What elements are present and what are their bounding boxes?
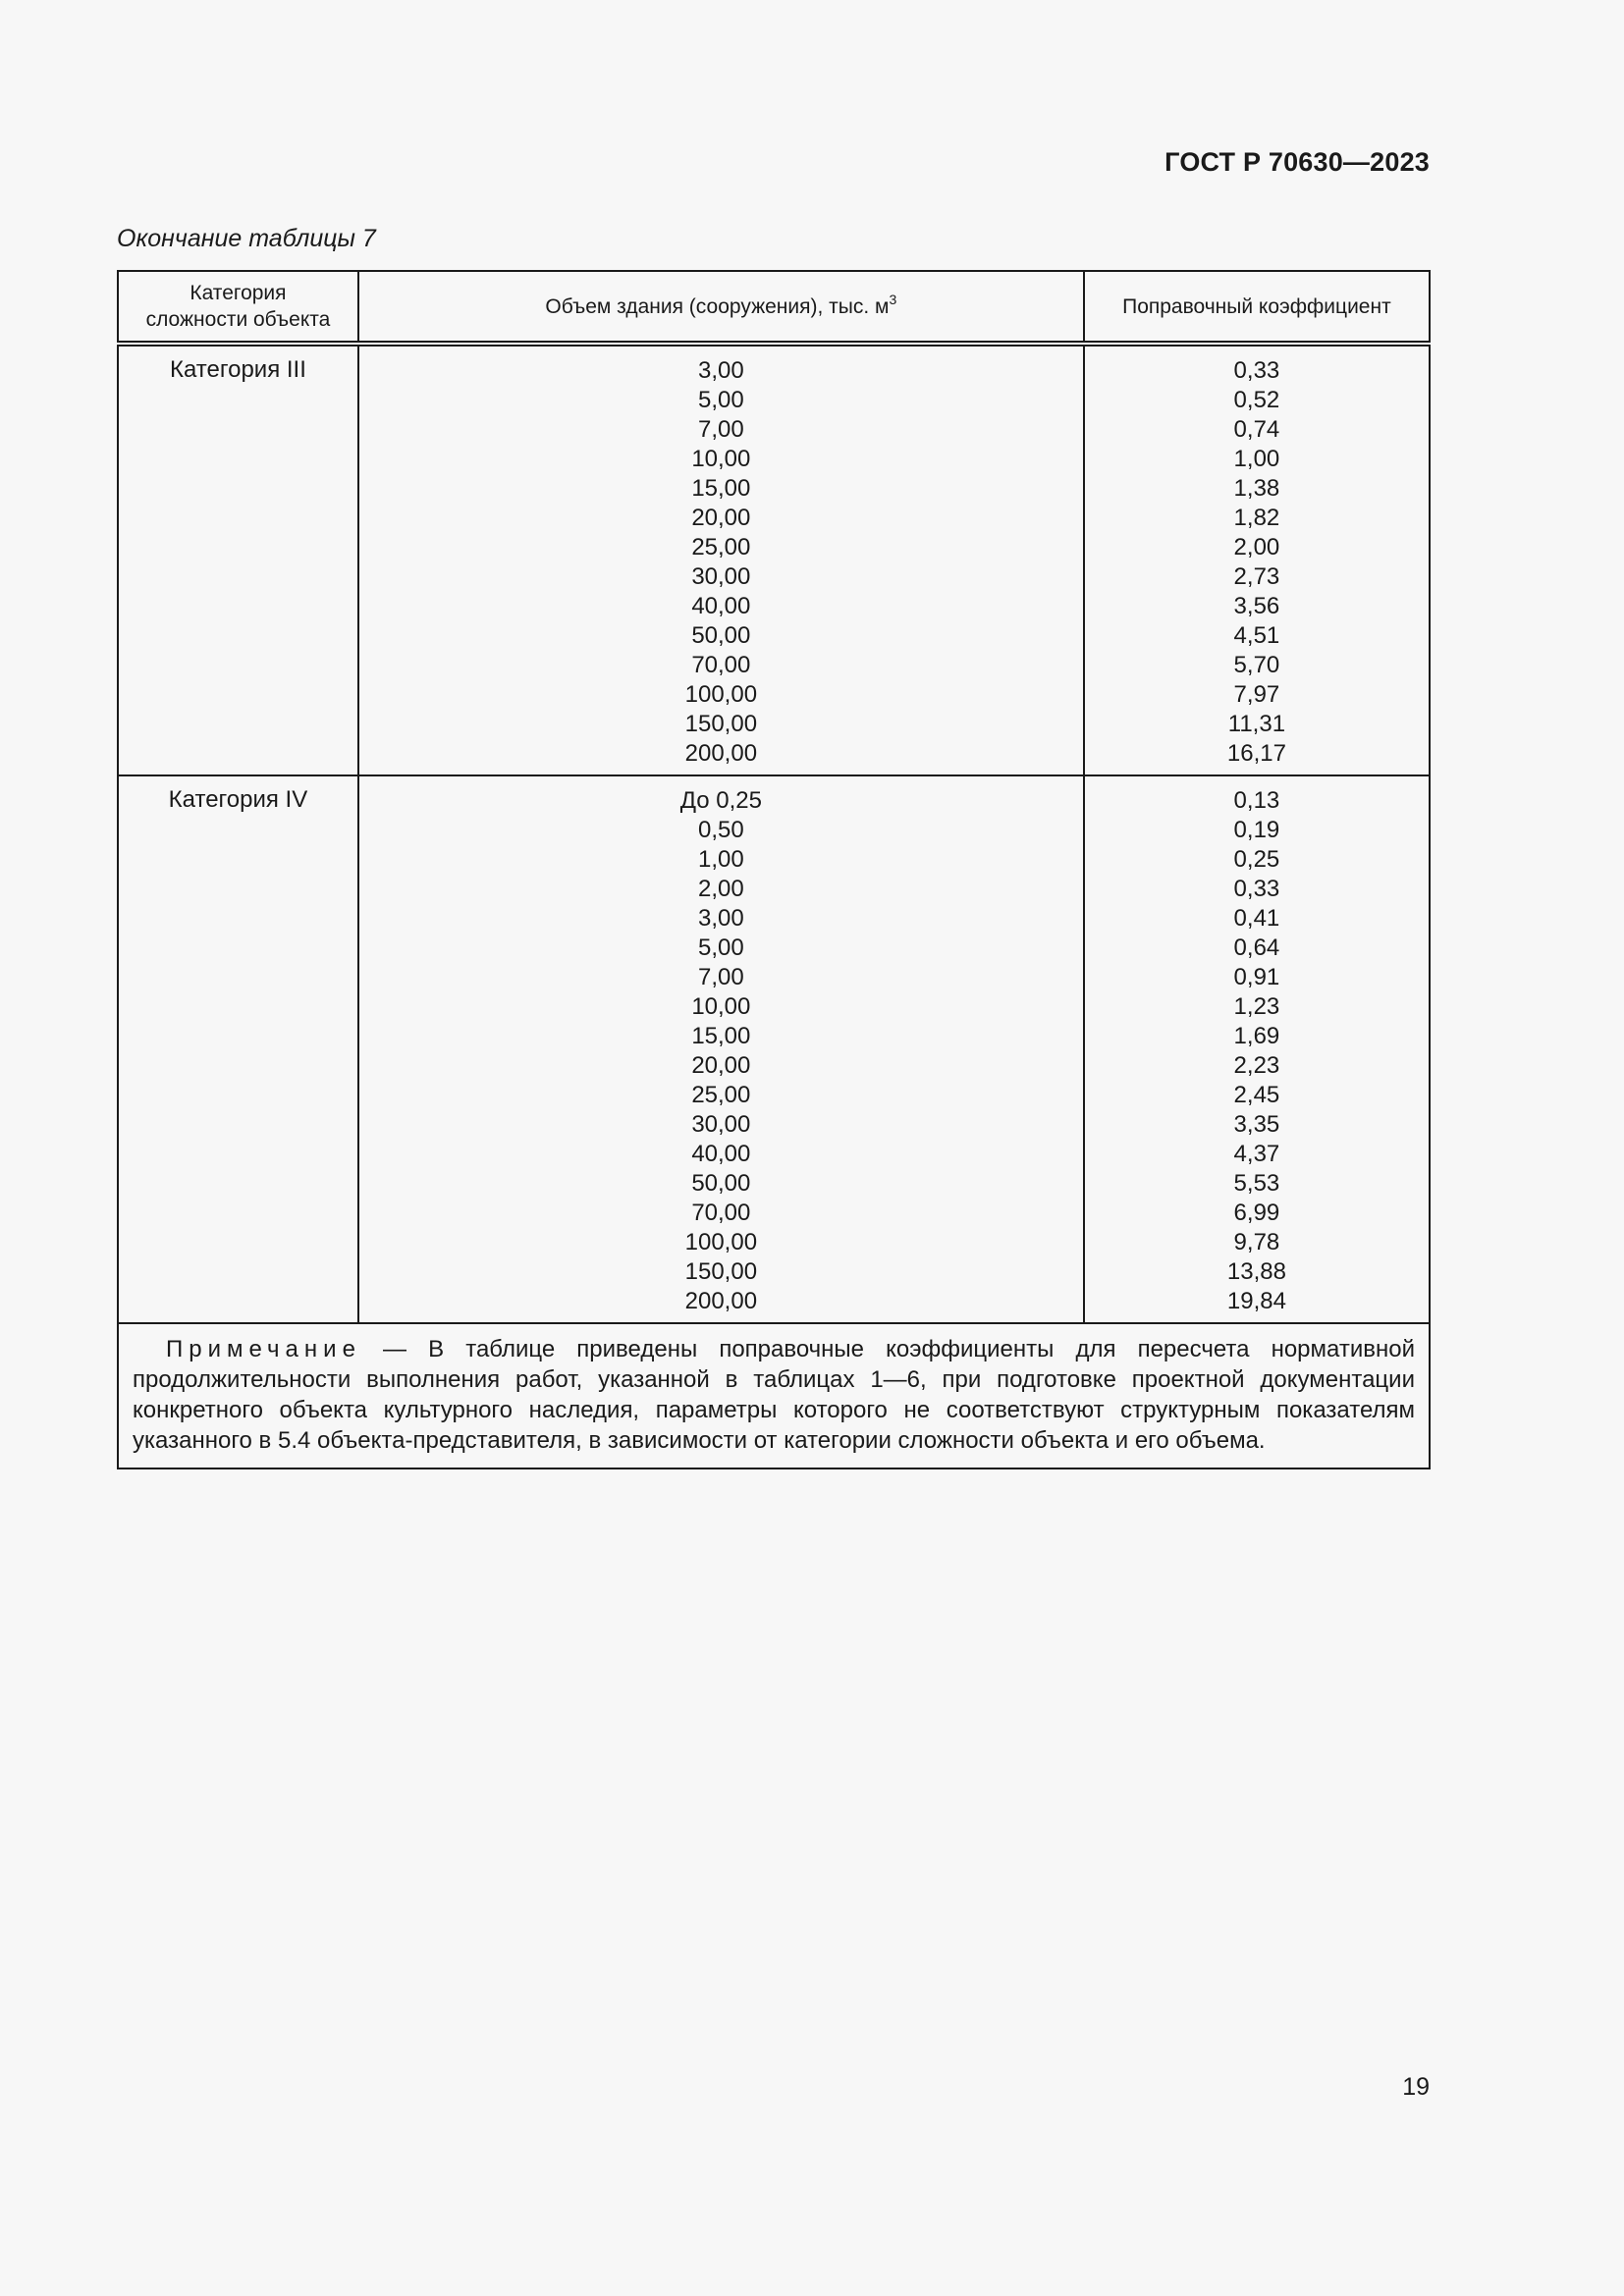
coefficient-value: 3,56 <box>1233 593 1280 619</box>
volume-value: 50,00 <box>691 1170 751 1197</box>
note-text: — В таблице приведены поправочные коэффициенты для пересчета нормативной продолжительности выполнения работ, указанной в таблицах 1—6, при подготовке проектной документации конкретного объекта культурного наследия, параметры которого не соответствуют структурным показателям указанного в 5.4 объекта-представителя, в зависимости от категории сложности объекта и его объема. <box>133 1336 1415 1454</box>
table-caption: Окончание таблицы 7 <box>117 225 376 252</box>
table-header-row <box>118 271 1430 344</box>
coefficient-value: 11,31 <box>1227 711 1286 737</box>
volume-value: 15,00 <box>691 1023 751 1049</box>
category-cell: Категория IV <box>118 775 358 1323</box>
volume-value: 30,00 <box>691 1111 751 1138</box>
column-header-coefficient <box>1084 271 1430 344</box>
column-header-coefficient-text: Поправочный коэффициент <box>1122 294 1391 318</box>
coefficient-value: 2,45 <box>1233 1082 1280 1108</box>
volume-value: 100,00 <box>684 1229 758 1255</box>
volume-value: 40,00 <box>691 593 751 619</box>
coefficient-value: 0,13 <box>1233 787 1280 814</box>
coefficient-table <box>117 270 1431 1469</box>
coefficient-value: 5,70 <box>1233 652 1280 678</box>
column-header-volume <box>358 271 1084 344</box>
volume-value: 20,00 <box>691 1052 751 1079</box>
volume-value: 25,00 <box>691 534 751 561</box>
volume-value: 3,00 <box>697 357 744 384</box>
volume-value: 25,00 <box>691 1082 751 1108</box>
volume-cell <box>358 775 1084 1323</box>
volume-value: 10,00 <box>691 446 751 472</box>
volume-value: 200,00 <box>684 1288 758 1314</box>
volume-value: 70,00 <box>691 1200 751 1226</box>
volume-value: 150,00 <box>684 1258 758 1285</box>
volume-value: До 0,25 <box>679 787 762 814</box>
coefficient-value: 2,00 <box>1233 534 1280 561</box>
coefficient-value: 3,35 <box>1233 1111 1280 1138</box>
document-code: ГОСТ Р 70630—2023 <box>1164 147 1430 177</box>
coefficient-value: 1,00 <box>1233 446 1280 472</box>
coefficient-value: 2,23 <box>1233 1052 1280 1079</box>
note-row <box>118 1323 1430 1468</box>
volume-value: 200,00 <box>684 740 758 767</box>
volume-value: 100,00 <box>684 681 758 708</box>
volume-value: 30,00 <box>691 563 751 590</box>
volume-value: 15,00 <box>691 475 751 502</box>
volume-value: 1,00 <box>697 846 744 873</box>
coefficient-value: 6,99 <box>1233 1200 1280 1226</box>
column-header-volume-text: Объем здания (сооружения), тыс. м <box>545 294 890 318</box>
coefficient-value: 1,38 <box>1233 475 1280 502</box>
coefficient-value: 5,53 <box>1233 1170 1280 1197</box>
coefficient-value: 0,41 <box>1233 905 1280 932</box>
coefficient-value: 0,52 <box>1233 387 1280 413</box>
volume-value: 5,00 <box>697 934 744 961</box>
coefficient-value: 9,78 <box>1233 1229 1280 1255</box>
volume-value: 10,00 <box>691 993 751 1020</box>
coefficient-cell <box>1084 344 1430 775</box>
coefficient-value: 19,84 <box>1226 1288 1286 1314</box>
volume-value: 5,00 <box>697 387 744 413</box>
volume-value: 0,50 <box>697 817 744 843</box>
coefficient-cell <box>1084 775 1430 1323</box>
coefficient-value: 0,64 <box>1233 934 1280 961</box>
coefficient-value: 0,19 <box>1233 817 1280 843</box>
volume-cell <box>358 344 1084 775</box>
volume-value: 150,00 <box>684 711 758 737</box>
coefficient-value: 16,17 <box>1226 740 1286 767</box>
table-note <box>118 1323 1430 1468</box>
volume-value: 7,00 <box>697 416 744 443</box>
coefficient-value: 2,73 <box>1233 563 1280 590</box>
volume-value: 20,00 <box>691 505 751 531</box>
coefficient-value: 1,23 <box>1233 993 1280 1020</box>
volume-value: 50,00 <box>691 622 751 649</box>
volume-value: 3,00 <box>697 905 744 932</box>
coefficient-value: 13,88 <box>1226 1258 1286 1285</box>
column-header-category-line2: сложности объекта <box>145 308 331 331</box>
column-header-volume-superscript: 3 <box>889 291 897 307</box>
volume-value: 7,00 <box>697 964 744 990</box>
coefficient-value: 7,97 <box>1233 681 1280 708</box>
volume-value: 2,00 <box>697 876 744 902</box>
column-header-category-line1: Категория <box>189 282 287 304</box>
coefficient-value: 0,74 <box>1233 416 1280 443</box>
page-number: 19 <box>1402 2073 1430 2101</box>
coefficient-value: 0,91 <box>1233 964 1280 990</box>
coefficient-value: 4,51 <box>1233 622 1280 649</box>
column-header-category <box>118 271 358 344</box>
table-row <box>118 344 1430 775</box>
coefficient-value: 4,37 <box>1233 1141 1280 1167</box>
coefficient-value: 0,33 <box>1233 876 1280 902</box>
coefficient-value: 0,25 <box>1233 846 1280 873</box>
note-label: Примечание <box>166 1336 361 1362</box>
category-cell: Категория III <box>118 344 358 775</box>
volume-value: 40,00 <box>691 1141 751 1167</box>
coefficient-value: 1,69 <box>1233 1023 1280 1049</box>
coefficient-value: 1,82 <box>1233 505 1280 531</box>
volume-value: 70,00 <box>691 652 751 678</box>
coefficient-value: 0,33 <box>1233 357 1280 384</box>
table-row <box>118 775 1430 1323</box>
